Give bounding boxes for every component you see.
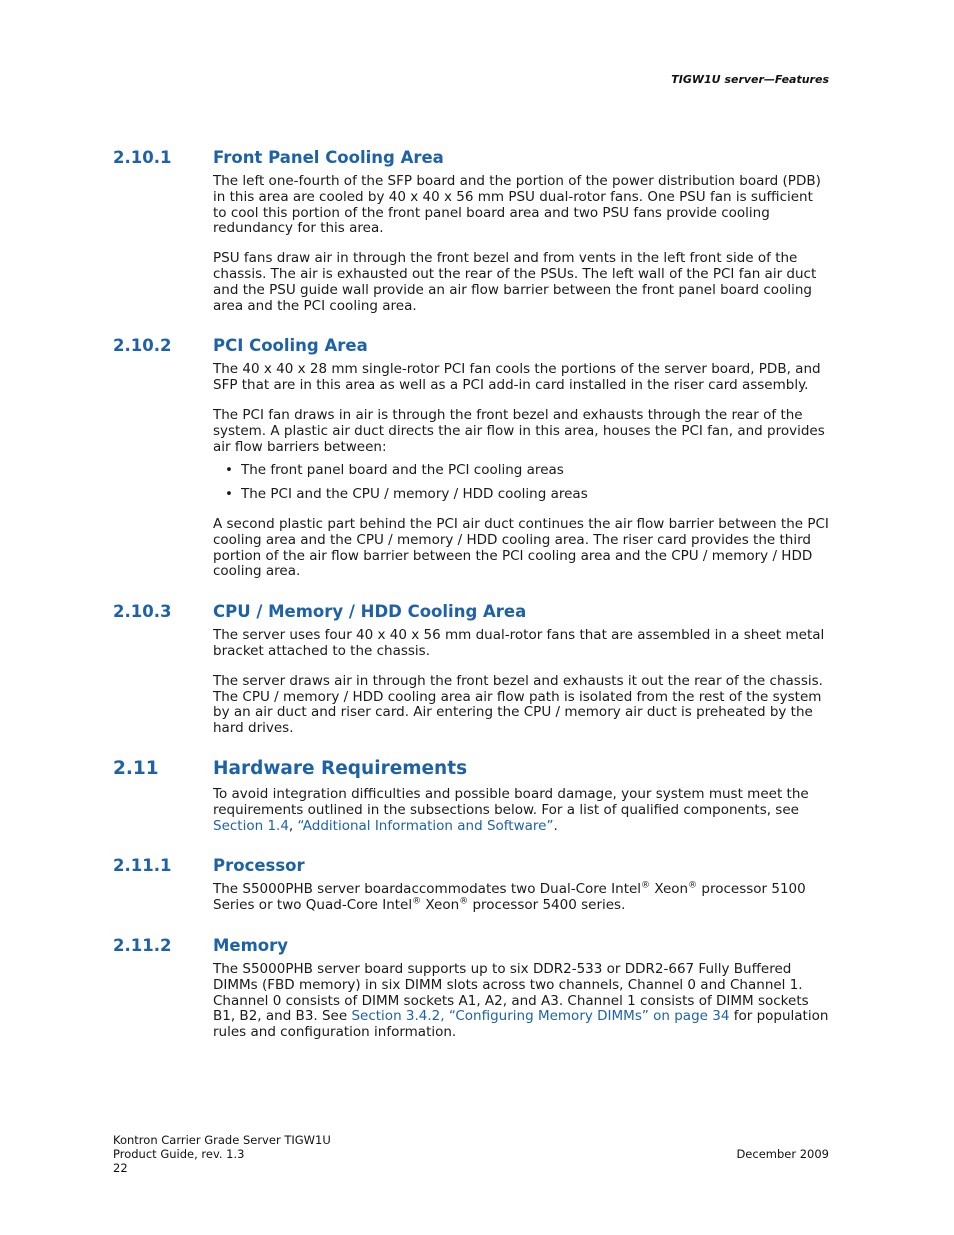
paragraph: A second plastic part behind the PCI air duct continues the air flow barrier between the PCI cooling area and the CPU / memory / HDD cooling area. The riser card provides the third portion of the air flow barrier between the PCI cooling area and the CPU / memory / HDD cooling area. (213, 515, 829, 580)
paragraph: The left one-fourth of the SFP board and the portion of the power distribution board (PDB) in this area are cooled by 40 x 40 x 56 mm PSU dual-rotor fans. One PSU fan is sufficient to cool this portion of the front panel board area and two PSU fans provide cooling redundancy for this area. (213, 173, 821, 237)
section-2-11-1 (0, 848, 954, 914)
running-head: TIGW1U server—Features (671, 73, 829, 86)
bullet-list (213, 463, 829, 503)
section-heading (0, 328, 954, 362)
section-number: 2.10.2 (113, 336, 172, 356)
section-title: Front Panel Cooling Area (213, 148, 444, 167)
paragraph: PSU fans draw air in through the front bezel and from vents in the left front side of the chassis. The air is exhausted out the rear of the PSUs. The left wall of the PCI fan air duct and the PSU guide wall provide an air flow barrier between the front panel board cooling area and the PCI cooling area. (213, 250, 817, 314)
footer-product-line: Kontron Carrier Grade Server TIGW1U (113, 1133, 331, 1147)
section-title: CPU / Memory / HDD Cooling Area (213, 602, 527, 622)
section-heading (0, 140, 954, 174)
paragraph: The server uses four 40 x 40 x 56 mm dual-rotor fans that are assembled in a sheet metal bracket attached to the chassis. (213, 627, 825, 659)
paragraph-text: Xeon (421, 897, 460, 914)
paragraph: The server draws air in through the front bezel and exhausts it out the rear of the chassis. The CPU / memory / HDD cooling area air flow path is isolated from the rest of the system by an air duct and riser card. Air entering the CPU / memory air duct is preheated by the hard drives. (213, 672, 823, 737)
list-item: • The PCI and the CPU / memory / HDD cooling areas (213, 487, 829, 503)
section-heading (0, 928, 954, 962)
section-link[interactable]: Section 1.4 (213, 817, 289, 834)
section-number: 2.10.1 (113, 148, 172, 167)
section-2-11 (0, 751, 954, 834)
paragraph (213, 787, 829, 834)
separator-text: , (288, 817, 298, 834)
footer-guide-line: Product Guide, rev. 1.3 (113, 1147, 245, 1161)
section-2-10-1 (0, 140, 954, 314)
page-body (0, 140, 954, 1055)
section-number: 2.10.3 (113, 602, 172, 622)
paragraph-text: processor 5100 Series or two Quad-Core Intel (213, 881, 806, 914)
section-heading (0, 751, 954, 787)
section-2-11-2 (0, 928, 954, 1041)
section-number: 2.11.2 (113, 935, 172, 955)
paragraph: The 40 x 40 x 28 mm single-rotor PCI fan cools the portions of the server board, PDB, and SFP that are in this area as well as a PCI add-in card installed in the riser card assembly. (213, 361, 821, 394)
section-title: Processor (213, 856, 305, 876)
footer-left (113, 1133, 331, 1175)
page-number: 22 (113, 1161, 128, 1175)
paragraph-end: for population rules and configuration information. (213, 1008, 829, 1041)
paragraph-text: The S5000PHB server boardaccommodates two Dual-Core Intel (213, 881, 642, 898)
paragraph (213, 882, 829, 914)
section-title: Memory (213, 935, 289, 955)
paragraph-end: . (553, 817, 558, 834)
paragraph-text: processor 5400 series. (468, 897, 626, 914)
section-link[interactable]: Section 3.4.2, “Configuring Memory DIMMs” on page 34 (351, 1008, 730, 1025)
section-title-link[interactable]: “Additional Information and Software” (297, 817, 554, 834)
section-number: 2.11 (113, 757, 159, 779)
paragraph-text: The S5000PHB server board supports up to six DDR2-533 or DDR2-667 Fully Buffered DIMMs (FBD memory) in six DIMM slots across two channels, Channel 0 and Channel 1. Channel 0 consists of DIMM sockets A1, A2, and A3. Channel 1 consists of DIMM sockets B1, B2, and B3. See (213, 960, 809, 1025)
section-title: PCI Cooling Area (213, 336, 368, 356)
paragraph: The PCI fan draws in air is through the front bezel and exhausts through the rear of the system. A plastic air duct directs the air flow in this area, houses the PCI fan, and provides air flow barriers between: (213, 406, 825, 455)
registered-mark: ® (688, 880, 698, 891)
section-title: Hardware Requirements (213, 757, 468, 779)
footer-date: December 2009 (736, 1147, 829, 1161)
registered-mark: ® (641, 880, 651, 891)
list-item: • The front panel board and the PCI cooling areas (213, 463, 829, 479)
paragraph-text: Xeon (650, 881, 689, 898)
section-heading (0, 848, 954, 882)
registered-mark: ® (412, 896, 422, 907)
paragraph-text: To avoid integration difficulties and possible board damage, your system must meet the requirements outlined in the subsections below. For a list of qualified components, see (213, 785, 809, 818)
section-2-10-3 (0, 594, 954, 737)
section-heading (0, 594, 954, 628)
registered-mark: ® (459, 896, 469, 907)
section-2-10-2 (0, 328, 954, 580)
paragraph (213, 962, 829, 1041)
section-number: 2.11.1 (113, 856, 172, 876)
